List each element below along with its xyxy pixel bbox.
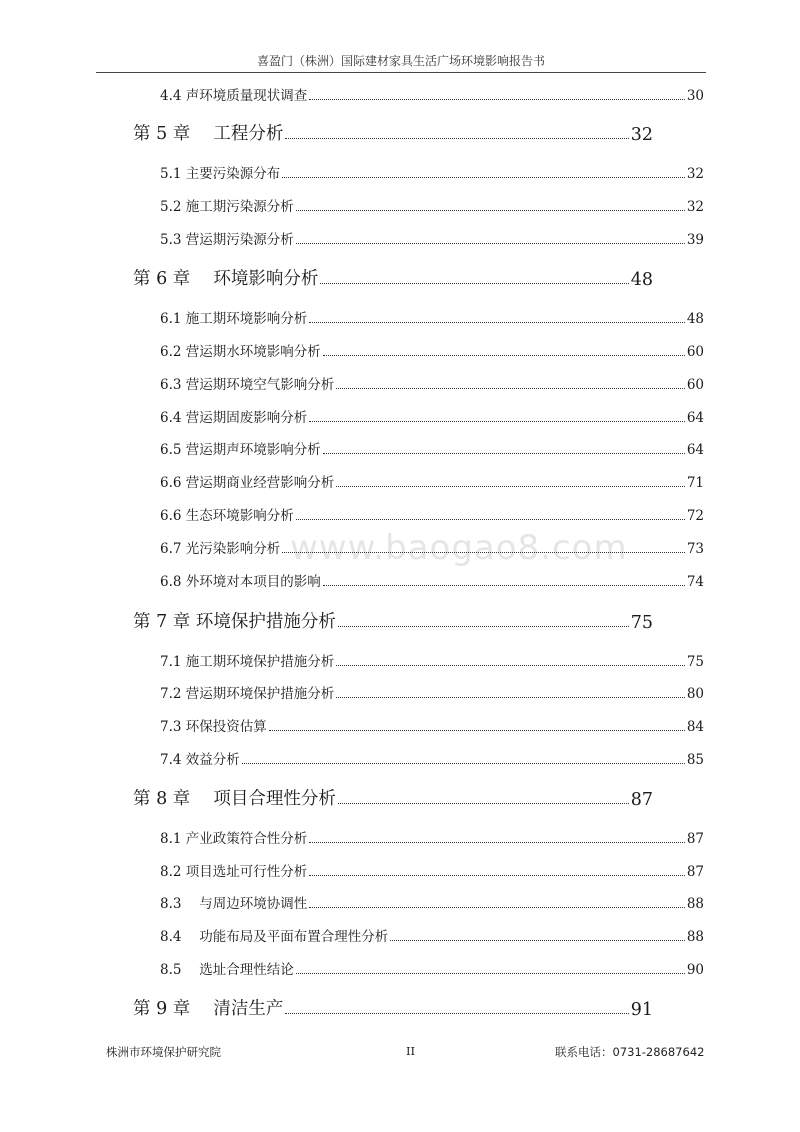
toc-entry-label: 5.2 施工期污染源分析 [160,199,294,215]
dot-leader [269,730,685,731]
toc-entry-page: 88 [686,896,704,912]
toc-entry[interactable] [160,539,704,557]
dot-leader [338,626,629,627]
footer-page-number: II [406,1044,416,1058]
toc-entry[interactable] [160,164,704,182]
toc-entry[interactable] [160,894,704,912]
toc-entry-page: 48 [686,311,704,327]
dot-leader [309,907,685,908]
toc-chapter-label: 第 6 章 环境影响分析 [133,269,319,289]
toc-entry[interactable] [160,440,704,458]
toc-entry-page: 80 [686,686,704,702]
toc-chapter[interactable] [133,266,653,290]
toc-entry[interactable] [160,309,704,327]
toc-entry-label: 8.3 与周边环境协调性 [160,896,308,912]
toc-entry-label: 8.5 选址合理性结论 [160,962,294,978]
toc-entry-label: 6.1 施工期环境影响分析 [160,311,308,327]
toc-entry-page: 64 [686,410,704,426]
toc-entry-label: 6.7 光污染影响分析 [160,541,281,557]
toc-entry-page: 30 [686,88,704,104]
toc-entry-page: 71 [686,475,704,491]
toc-entry-label: 5.3 营运期污染源分析 [160,232,294,248]
toc-entry-label: 6.4 营运期固废影响分析 [160,410,308,426]
toc-entry-page: 72 [686,508,704,524]
dot-leader [338,803,629,804]
dot-leader [296,519,685,520]
running-header: 喜盈门（株洲）国际建材家具生活广场环境影响报告书 [256,54,545,68]
dot-leader [323,453,685,454]
toc-entry[interactable] [160,506,704,524]
toc-entry-page: 87 [686,864,704,880]
watermark: www.baogao8.com [290,528,628,568]
dot-leader [285,138,628,139]
toc-chapter-page: 75 [630,613,653,633]
toc-entry[interactable] [160,230,704,248]
toc-entry[interactable] [160,572,704,590]
toc-chapter-page: 48 [630,270,653,290]
toc-entry-label: 6.6 营运期商业经营影响分析 [160,475,335,491]
toc-entry-label: 6.8 外环境对本项目的影响 [160,574,321,590]
toc-entry-label: 5.1 主要污染源分布 [160,166,281,182]
dot-leader [320,283,628,284]
toc-entry[interactable] [160,862,704,880]
toc-entry-label: 6.5 营运期声环境影响分析 [160,442,321,458]
dot-leader [323,355,685,356]
toc-entry-label: 8.1 产业政策符合性分析 [160,831,308,847]
toc-entry-page: 75 [686,654,704,670]
dot-leader [336,388,685,389]
toc-entry-label: 6.2 营运期水环境影响分析 [160,344,321,360]
toc-chapter-label: 第 7 章 环境保护措施分析 [133,612,336,632]
footer-phone: 联系电话：0731-28687642 [555,1045,705,1059]
dot-leader [282,177,685,178]
toc-entry-page: 32 [686,166,704,182]
dot-leader [309,842,685,843]
toc-entry-page: 87 [686,831,704,847]
dot-leader [296,210,685,211]
toc-entry-label: 7.4 效益分析 [160,752,240,768]
toc-entry-label: 7.2 营运期环境保护措施分析 [160,686,335,702]
toc-entry[interactable] [160,750,704,768]
toc-entry[interactable] [160,342,704,360]
toc-entry-label: 6.6 生态环境影响分析 [160,508,294,524]
toc-entry[interactable] [160,408,704,426]
toc-chapter[interactable] [133,609,653,633]
dot-leader [336,665,685,666]
toc-entry-page: 84 [686,719,704,735]
dot-leader [323,585,685,586]
dot-leader [309,421,685,422]
toc-chapter-label: 第 9 章 清洁生产 [133,999,284,1019]
toc-entry-page: 64 [686,442,704,458]
toc-entry[interactable] [160,829,704,847]
toc-entry-label: 6.3 营运期环境空气影响分析 [160,377,335,393]
toc-entry-label: 4.4 声环境质量现状调查 [160,88,308,104]
toc-chapter[interactable] [133,121,653,145]
toc-entry-page: 32 [686,199,704,215]
dot-leader [336,486,685,487]
dot-leader [282,552,685,553]
toc-chapter-page: 32 [630,125,653,145]
toc-entry-page: 60 [686,344,704,360]
toc-entry[interactable] [160,473,704,491]
toc-entry-label: 7.1 施工期环境保护措施分析 [160,654,335,670]
toc-entry[interactable] [160,717,704,735]
toc-entry[interactable] [160,375,704,393]
toc-entry-page: 74 [686,574,704,590]
toc-entry[interactable] [160,960,704,978]
dot-leader [285,1013,628,1014]
toc-entry-page: 73 [686,541,704,557]
toc-entry[interactable] [160,197,704,215]
dot-leader [296,973,685,974]
toc-entry-page: 39 [686,232,704,248]
dot-leader [296,243,685,244]
toc-entry[interactable] [160,927,704,945]
toc-entry-page: 85 [686,752,704,768]
toc-entry-label: 7.3 环保投资估算 [160,719,267,735]
dot-leader [336,697,685,698]
dot-leader [309,875,685,876]
toc-chapter-page: 87 [630,790,653,810]
toc-entry-page: 60 [686,377,704,393]
toc-chapter[interactable] [133,786,653,810]
toc-chapter[interactable] [133,996,653,1020]
toc-chapter-page: 91 [630,1000,653,1020]
toc-chapter-label: 第 8 章 项目合理性分析 [133,789,336,809]
dot-leader [242,763,685,764]
toc-entry[interactable] [160,86,704,104]
dot-leader [390,940,685,941]
toc-chapter-label: 第 5 章 工程分析 [133,124,284,144]
dot-leader [309,322,685,323]
dot-leader [309,99,685,100]
footer-organization: 株洲市环境保护研究院 [106,1045,221,1059]
toc-entry[interactable] [160,684,704,702]
toc-entry-label: 8.4 功能布局及平面布置合理性分析 [160,929,389,945]
toc-entry-page: 90 [686,962,704,978]
toc-entry-label: 8.2 项目选址可行性分析 [160,864,308,880]
toc-entry-page: 88 [686,929,704,945]
toc-entry[interactable] [160,652,704,670]
